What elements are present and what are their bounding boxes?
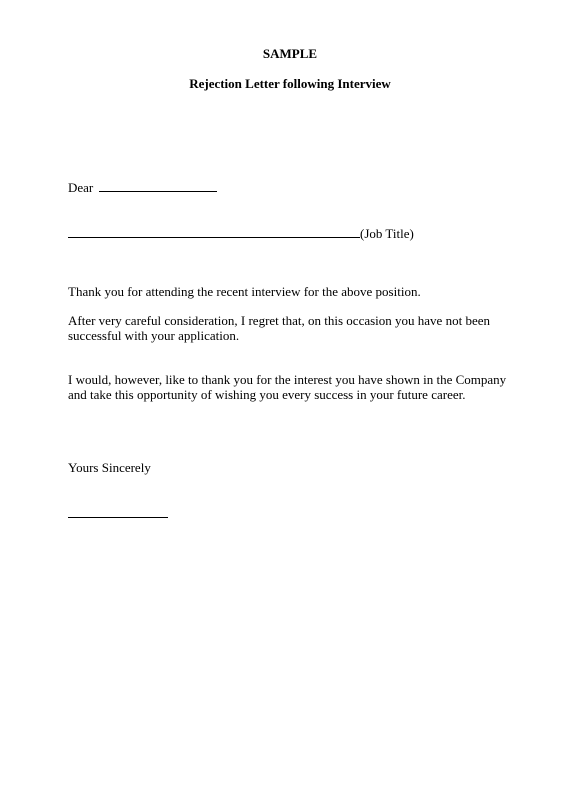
closing-text: Yours Sincerely <box>68 460 151 475</box>
document-subheading: Rejection Letter following Interview <box>189 76 391 91</box>
salutation-text: Dear <box>68 180 94 195</box>
paragraph-thanks: Thank you for attending the recent interview for the above position. <box>68 284 421 299</box>
signature-blank <box>68 506 168 518</box>
job-title-blank <box>68 226 360 238</box>
document-heading: SAMPLE <box>262 46 318 61</box>
job-title-label: (Job Title) <box>360 226 414 241</box>
paragraph-closing-wishes: I would, however, like to thank you for the interest you have shown in the Company and take this opportunity of wishing you every success in your future career. <box>68 372 507 402</box>
job-title-line <box>68 226 414 241</box>
paragraph-decision: After very careful consideration, I regret that, on this occasion you have not been successful with your application. <box>68 313 490 343</box>
recipient-name-blank <box>99 180 217 192</box>
signature-line <box>68 506 168 521</box>
salutation-line <box>68 180 217 195</box>
